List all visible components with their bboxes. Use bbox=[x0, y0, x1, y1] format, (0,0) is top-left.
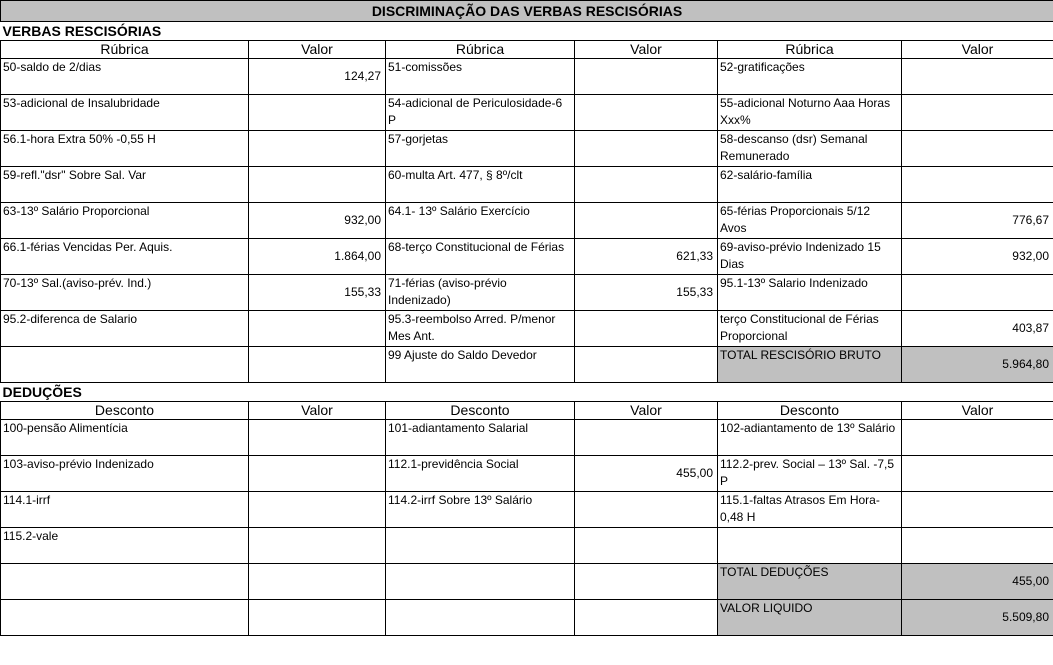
verbas-item-value bbox=[249, 347, 386, 383]
deducoes-column-header: Valor bbox=[575, 402, 718, 420]
verbas-item-label: 65-férias Proporcionais 5/12 Avos bbox=[718, 203, 902, 239]
deducoes-item-label: 102-adiantamento de 13º Salário bbox=[718, 420, 902, 456]
verbas-column-header: Rúbrica bbox=[718, 41, 902, 59]
deducoes-item-label bbox=[718, 528, 902, 564]
verbas-item-value: 155,33 bbox=[249, 275, 386, 311]
verbas-item-value bbox=[575, 203, 718, 239]
deducoes-section-title: DEDUÇÕES bbox=[1, 383, 1053, 402]
deducoes-row bbox=[1, 492, 1053, 528]
verbas-item-label bbox=[1, 347, 249, 383]
verbas-item-label: 71-férias (aviso-prévio Indenizado) bbox=[386, 275, 575, 311]
deducoes-item-value bbox=[249, 564, 386, 600]
verbas-item-label: 53-adicional de Insalubridade bbox=[1, 95, 249, 131]
verbas-column-header: Valor bbox=[902, 41, 1053, 59]
deducoes-item-value bbox=[575, 492, 718, 528]
deducoes-item-value bbox=[902, 492, 1053, 528]
deducoes-item-label: 114.1-irrf bbox=[1, 492, 249, 528]
verbas-item-label: 55-adicional Noturno Aaa Horas Xxx% bbox=[718, 95, 902, 131]
verbas-item-value: 124,27 bbox=[249, 59, 386, 95]
deducoes-row bbox=[1, 420, 1053, 456]
verbas-item-value bbox=[575, 167, 718, 203]
deducoes-item-label: 101-adiantamento Salarial bbox=[386, 420, 575, 456]
verbas-item-value bbox=[575, 59, 718, 95]
verbas-item-value: 932,00 bbox=[902, 239, 1053, 275]
verbas-item-value bbox=[249, 311, 386, 347]
verbas-item-value bbox=[575, 131, 718, 167]
verbas-item-label: 64.1- 13º Salário Exercício bbox=[386, 203, 575, 239]
verbas-item-value: 932,00 bbox=[249, 203, 386, 239]
deducoes-item-value bbox=[249, 528, 386, 564]
deducoes-item-value bbox=[575, 420, 718, 456]
verbas-item-value: 776,67 bbox=[902, 203, 1053, 239]
deducoes-item-label bbox=[386, 564, 575, 600]
deducoes-item-label: 114.2-irrf Sobre 13º Salário bbox=[386, 492, 575, 528]
deducoes-item-value bbox=[249, 600, 386, 636]
deducoes-column-header: Desconto bbox=[386, 402, 575, 420]
verbas-item-value bbox=[902, 275, 1053, 311]
verbas-row bbox=[1, 131, 1053, 167]
deducoes-item-label: 100-pensão Alimentícia bbox=[1, 420, 249, 456]
verbas-item-value bbox=[249, 131, 386, 167]
verbas-item-label: 95.1-13º Salario Indenizado bbox=[718, 275, 902, 311]
verbas-item-value bbox=[575, 311, 718, 347]
verbas-item-label: 58-descanso (dsr) Semanal Remunerado bbox=[718, 131, 902, 167]
verbas-item-value bbox=[902, 167, 1053, 203]
verbas-column-header: Valor bbox=[575, 41, 718, 59]
verbas-item-value bbox=[902, 131, 1053, 167]
deducoes-item-label: 112.1-previdência Social bbox=[386, 456, 575, 492]
deducoes-item-value bbox=[902, 528, 1053, 564]
deducoes-column-header: Valor bbox=[902, 402, 1053, 420]
verbas-item-value bbox=[575, 95, 718, 131]
deducoes-item-value bbox=[902, 456, 1053, 492]
deducoes-row bbox=[1, 528, 1053, 564]
verbas-item-label: 57-gorjetas bbox=[386, 131, 575, 167]
verbas-item-label: 62-salário-família bbox=[718, 167, 902, 203]
deducoes-item-value bbox=[249, 420, 386, 456]
deducoes-item-value bbox=[575, 600, 718, 636]
verbas-item-label: 50-saldo de 2/dias bbox=[1, 59, 249, 95]
total-value: 5.509,80 bbox=[902, 600, 1053, 636]
verbas-item-value: 1.864,00 bbox=[249, 239, 386, 275]
deducoes-item-label bbox=[1, 600, 249, 636]
deducoes-item-value: 455,00 bbox=[575, 456, 718, 492]
document-title: DISCRIMINAÇÃO DAS VERBAS RESCISÓRIAS bbox=[1, 1, 1053, 22]
total-value: 455,00 bbox=[902, 564, 1053, 600]
verbas-item-label: 99 Ajuste do Saldo Devedor bbox=[386, 347, 575, 383]
deducoes-item-label: 103-aviso-prévio Indenizado bbox=[1, 456, 249, 492]
verbas-column-header: Valor bbox=[249, 41, 386, 59]
deducoes-item-label bbox=[386, 600, 575, 636]
verbas-section-title: VERBAS RESCISÓRIAS bbox=[1, 22, 1053, 41]
verbas-item-label: 68-terço Constitucional de Férias bbox=[386, 239, 575, 275]
deducoes-item-label: 112.2-prev. Social – 13º Sal. -7,5 P bbox=[718, 456, 902, 492]
verbas-row bbox=[1, 239, 1053, 275]
deducoes-item-label bbox=[1, 564, 249, 600]
deducoes-item-value bbox=[249, 456, 386, 492]
deducoes-row bbox=[1, 456, 1053, 492]
deducoes-item-label: 115.2-vale bbox=[1, 528, 249, 564]
deducoes-row bbox=[1, 600, 1053, 636]
deducoes-item-label bbox=[386, 528, 575, 564]
verbas-item-value bbox=[902, 95, 1053, 131]
verbas-item-label: 69-aviso-prévio Indenizado 15 Dias bbox=[718, 239, 902, 275]
total-label: TOTAL DEDUÇÕES bbox=[718, 564, 902, 600]
verbas-item-value: 155,33 bbox=[575, 275, 718, 311]
verbas-item-label: 95.2-diferenca de Salario bbox=[1, 311, 249, 347]
verbas-row bbox=[1, 275, 1053, 311]
deducoes-column-header: Valor bbox=[249, 402, 386, 420]
verbas-item-label: 54-adicional de Periculosidade-6 P bbox=[386, 95, 575, 131]
verbas-row bbox=[1, 95, 1053, 131]
verbas-row bbox=[1, 347, 1053, 383]
verbas-row bbox=[1, 311, 1053, 347]
verbas-item-value bbox=[249, 95, 386, 131]
verbas-row bbox=[1, 59, 1053, 95]
deducoes-item-value bbox=[575, 528, 718, 564]
verbas-item-label: 51-comissões bbox=[386, 59, 575, 95]
verbas-item-label: 59-refl."dsr" Sobre Sal. Var bbox=[1, 167, 249, 203]
verbas-item-label: terço Constitucional de Férias Proporcional bbox=[718, 311, 902, 347]
deducoes-item-value bbox=[902, 420, 1053, 456]
deducoes-column-header: Desconto bbox=[1, 402, 249, 420]
verbas-item-value: 621,33 bbox=[575, 239, 718, 275]
verbas-item-label: 95.3-reembolso Arred. P/menor Mes Ant. bbox=[386, 311, 575, 347]
verbas-item-value: 403,87 bbox=[902, 311, 1053, 347]
verbas-item-label: 52-gratificações bbox=[718, 59, 902, 95]
verbas-item-label: 56.1-hora Extra 50% -0,55 H bbox=[1, 131, 249, 167]
verbas-column-header: Rúbrica bbox=[386, 41, 575, 59]
verbas-item-label: 66.1-férias Vencidas Per. Aquis. bbox=[1, 239, 249, 275]
verbas-item-value bbox=[249, 167, 386, 203]
deducoes-item-value bbox=[575, 564, 718, 600]
total-value: 5.964,80 bbox=[902, 347, 1053, 383]
deducoes-column-header: Desconto bbox=[718, 402, 902, 420]
verbas-column-header: Rúbrica bbox=[1, 41, 249, 59]
verbas-item-label: 70-13º Sal.(aviso-prév. Ind.) bbox=[1, 275, 249, 311]
deducoes-item-label: 115.1-faltas Atrasos Em Hora-0,48 H bbox=[718, 492, 902, 528]
total-label: VALOR LIQUIDO bbox=[718, 600, 902, 636]
verbas-item-value bbox=[575, 347, 718, 383]
verbas-item-label: 63-13º Salário Proporcional bbox=[1, 203, 249, 239]
total-label: TOTAL RESCISÓRIO BRUTO bbox=[718, 347, 902, 383]
deducoes-row bbox=[1, 564, 1053, 600]
verbas-item-label: 60-multa Art. 477, § 8º/clt bbox=[386, 167, 575, 203]
verbas-row bbox=[1, 203, 1053, 239]
verbas-row bbox=[1, 167, 1053, 203]
verbas-item-value bbox=[902, 59, 1053, 95]
deducoes-item-value bbox=[249, 492, 386, 528]
